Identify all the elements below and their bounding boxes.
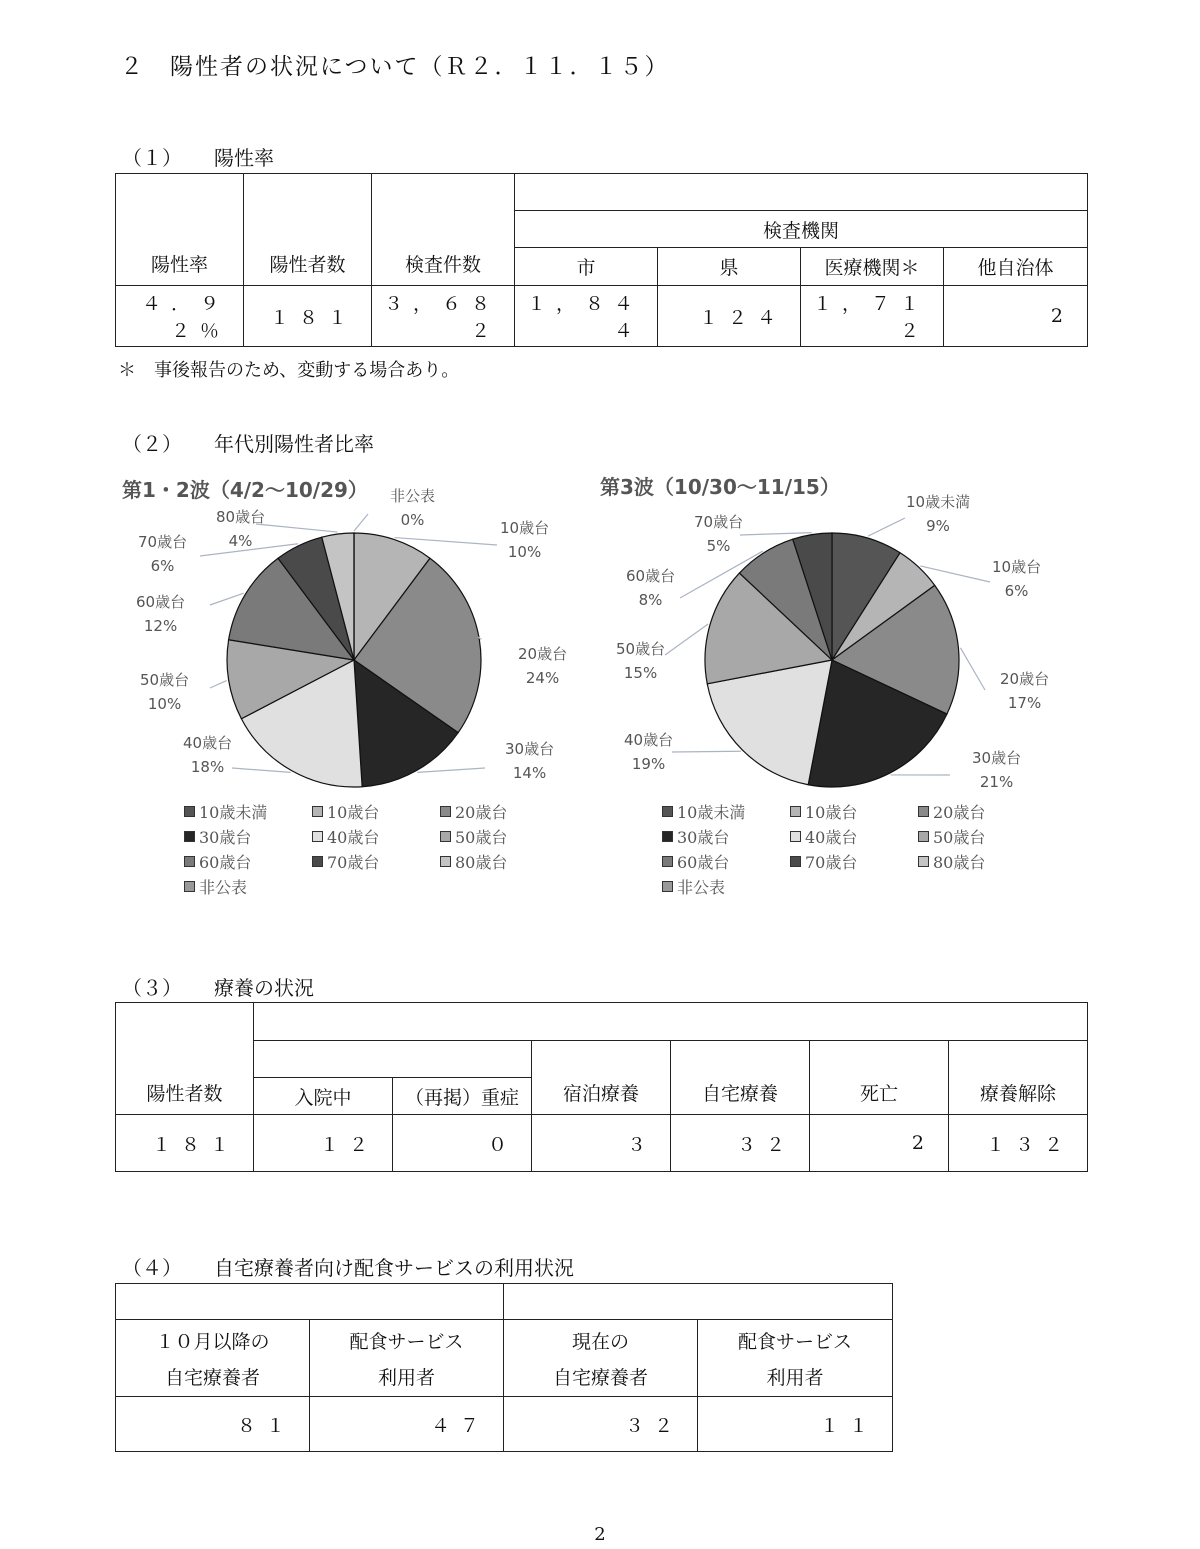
legend-swatch xyxy=(184,806,195,817)
chart2-leader-40s xyxy=(672,751,741,752)
legend-item: 非公表 xyxy=(184,875,247,898)
value-positive-count: １８１ xyxy=(244,286,372,347)
value-city: １，８４４ xyxy=(515,286,658,347)
chart1-label-10s: 10歳台 10% xyxy=(500,519,550,561)
legend-item: 40歳台 xyxy=(790,825,857,848)
header-test-count: 検査件数 xyxy=(372,174,515,286)
header-released: 療養解除 xyxy=(949,1041,1088,1115)
meal-service-table xyxy=(115,1283,893,1452)
value-positive-count: １８１ xyxy=(116,1115,254,1172)
legend-item: 20歳台 xyxy=(440,800,507,823)
header-positivity-rate: 陽性率 xyxy=(116,174,244,286)
header-hospitalized: 入院中 xyxy=(254,1078,393,1115)
section-3-number: （３） xyxy=(122,976,182,1000)
chart1-leader-60s xyxy=(210,593,244,605)
legend-swatch xyxy=(918,856,929,867)
legend-item: 10歳台 xyxy=(312,800,379,823)
chart2-label-40s: 40歳台 19% xyxy=(624,731,674,773)
legend-swatch xyxy=(662,806,673,817)
legend-item: 10歳台 xyxy=(790,800,857,823)
legend-item: 60歳台 xyxy=(662,850,729,873)
legend-swatch xyxy=(440,831,451,842)
chart1-label-80s: 80歳台 4% xyxy=(216,508,266,550)
chart1-leader-10s xyxy=(395,538,497,545)
chart1-leader-undisclosed xyxy=(354,514,368,531)
legend-swatch xyxy=(790,806,801,817)
chart2-label-20s: 20歳台 17% xyxy=(1000,670,1050,712)
chart1-leader-30s xyxy=(417,768,485,772)
header-severe: （再掲）重症 xyxy=(393,1078,532,1115)
page-title: ２ 陽性者の状況について（Ｒ２．１１．１５） xyxy=(120,54,670,80)
chart2-label-under10: 10歳未満 9% xyxy=(906,493,971,535)
value-severe: ０ xyxy=(393,1115,532,1172)
section-2-title: 年代別陽性者比率 xyxy=(214,432,374,456)
legend-swatch xyxy=(440,806,451,817)
header-top-spacer xyxy=(116,1284,504,1320)
value-current-home-patients: ３２ xyxy=(504,1397,698,1452)
legend-swatch xyxy=(184,856,195,867)
legend-item: 50歳台 xyxy=(918,825,985,848)
legend-item: 80歳台 xyxy=(440,850,507,873)
header-hotel-treatment: 宿泊療養 xyxy=(532,1041,671,1115)
header-testing-institution: 検査機関 xyxy=(515,211,1088,248)
legend-swatch xyxy=(662,831,673,842)
chart1-leader-40s xyxy=(232,768,291,772)
section-4-title: 自宅療養者向け配食サービスの利用状況 xyxy=(214,1256,574,1280)
value-meal-users-1: ４７ xyxy=(310,1397,504,1452)
value-home-patients-since-oct: ８１ xyxy=(116,1397,310,1452)
header-deaths: 死亡 xyxy=(810,1041,949,1115)
chart1-leader-80s xyxy=(256,524,338,532)
chart2-leader-20s xyxy=(960,648,985,690)
header-positive-count: 陽性者数 xyxy=(244,174,372,286)
legend-item: 30歳台 xyxy=(184,825,251,848)
legend-swatch xyxy=(790,856,801,867)
header-positive-count: 陽性者数 xyxy=(116,1003,254,1115)
treatment-status-table xyxy=(115,1002,1088,1172)
legend-swatch xyxy=(184,831,195,842)
section-4-heading xyxy=(122,1252,574,1281)
chart2-label-70s: 70歳台 5% xyxy=(694,513,744,555)
legend-item: 80歳台 xyxy=(918,850,985,873)
header-medical-institution: 医療機関＊ xyxy=(801,248,944,286)
chart2-label-60s: 60歳台 8% xyxy=(626,567,676,609)
chart2-leader-70s xyxy=(740,533,812,535)
header-meal-users-2: 配食サービス 利用者 xyxy=(698,1320,893,1397)
legend-item: 20歳台 xyxy=(918,800,985,823)
page-number: 2 xyxy=(594,1524,606,1545)
legend-swatch xyxy=(918,806,929,817)
chart2-legend xyxy=(662,800,1042,900)
legend-swatch xyxy=(184,881,195,892)
legend-swatch xyxy=(918,831,929,842)
header-top-spacer xyxy=(254,1003,1088,1041)
legend-item: 70歳台 xyxy=(790,850,857,873)
chart2-label-30s: 30歳台 21% xyxy=(972,749,1022,791)
value-deaths: 2 xyxy=(810,1115,949,1172)
legend-item: 50歳台 xyxy=(440,825,507,848)
chart2-leader-under10 xyxy=(868,518,905,536)
section-1-title: 陽性率 xyxy=(214,146,274,170)
header-meal-users-1: 配食サービス 利用者 xyxy=(310,1320,504,1397)
table-row xyxy=(116,1397,893,1452)
value-positivity-rate: ４．９２％ xyxy=(116,286,244,347)
section-3-title: 療養の状況 xyxy=(214,976,314,1000)
footnote: ＊ 事後報告のため、変動する場合あり。 xyxy=(118,360,460,381)
legend-swatch xyxy=(662,881,673,892)
chart1-leader-50s xyxy=(210,681,227,688)
chart2-label-50s: 50歳台 15% xyxy=(616,640,666,682)
value-released: １３２ xyxy=(949,1115,1088,1172)
value-meal-users-2: １１ xyxy=(698,1397,893,1452)
value-medical-institution: １，７１２ xyxy=(801,286,944,347)
header-home-treatment: 自宅療養 xyxy=(671,1041,810,1115)
header-prefecture: 県 xyxy=(658,248,801,286)
chart1-label-40s: 40歳台 18% xyxy=(183,734,233,776)
legend-swatch xyxy=(312,806,323,817)
value-other-municipality: 2 xyxy=(944,286,1088,347)
legend-item: 非公表 xyxy=(662,875,725,898)
chart1-label-undisclosed: 非公表 0% xyxy=(390,487,436,529)
chart1-title: 第1・2波（4/2〜10/29） xyxy=(122,478,368,502)
legend-item: 30歳台 xyxy=(662,825,729,848)
header-other-municipality: 他自治体 xyxy=(944,248,1088,286)
chart2-title: 第3波（10/30〜11/15） xyxy=(600,475,840,499)
value-prefecture: １２４ xyxy=(658,286,801,347)
legend-item: 70歳台 xyxy=(312,850,379,873)
header-home-patients-since-oct: １０月以降の 自宅療養者 xyxy=(116,1320,310,1397)
chart1-label-70s: 70歳台 6% xyxy=(138,533,188,575)
legend-swatch xyxy=(662,856,673,867)
section-2-number: （２） xyxy=(122,432,182,456)
header-top-spacer xyxy=(504,1284,893,1320)
value-home-treatment: ３２ xyxy=(671,1115,810,1172)
header-hospital-group xyxy=(254,1041,532,1078)
chart1-label-20s: 20歳台 24% xyxy=(518,645,568,687)
legend-swatch xyxy=(440,856,451,867)
section-3-heading xyxy=(122,972,314,1001)
value-test-count: ３，６８２ xyxy=(372,286,515,347)
legend-item: 10歳未満 xyxy=(184,800,267,823)
header-city: 市 xyxy=(515,248,658,286)
legend-item: 40歳台 xyxy=(312,825,379,848)
legend-swatch xyxy=(312,831,323,842)
header-current-home-patients: 現在の 自宅療養者 xyxy=(504,1320,698,1397)
legend-swatch xyxy=(790,831,801,842)
chart1-label-30s: 30歳台 14% xyxy=(505,740,555,782)
legend-item: 10歳未満 xyxy=(662,800,745,823)
chart1-label-50s: 50歳台 10% xyxy=(140,671,190,713)
value-hospitalized: １２ xyxy=(254,1115,393,1172)
section-4-number: （４） xyxy=(122,1256,182,1280)
value-hotel-treatment: ３ xyxy=(532,1115,671,1172)
section-1-number: （１） xyxy=(122,146,182,170)
chart2-label-10s: 10歳台 6% xyxy=(992,558,1042,600)
legend-swatch xyxy=(312,856,323,867)
chart2-leader-50s xyxy=(665,624,708,655)
chart1-legend xyxy=(184,800,564,900)
legend-item: 60歳台 xyxy=(184,850,251,873)
chart1-label-60s: 60歳台 12% xyxy=(136,593,186,635)
table-row xyxy=(116,1115,1088,1172)
